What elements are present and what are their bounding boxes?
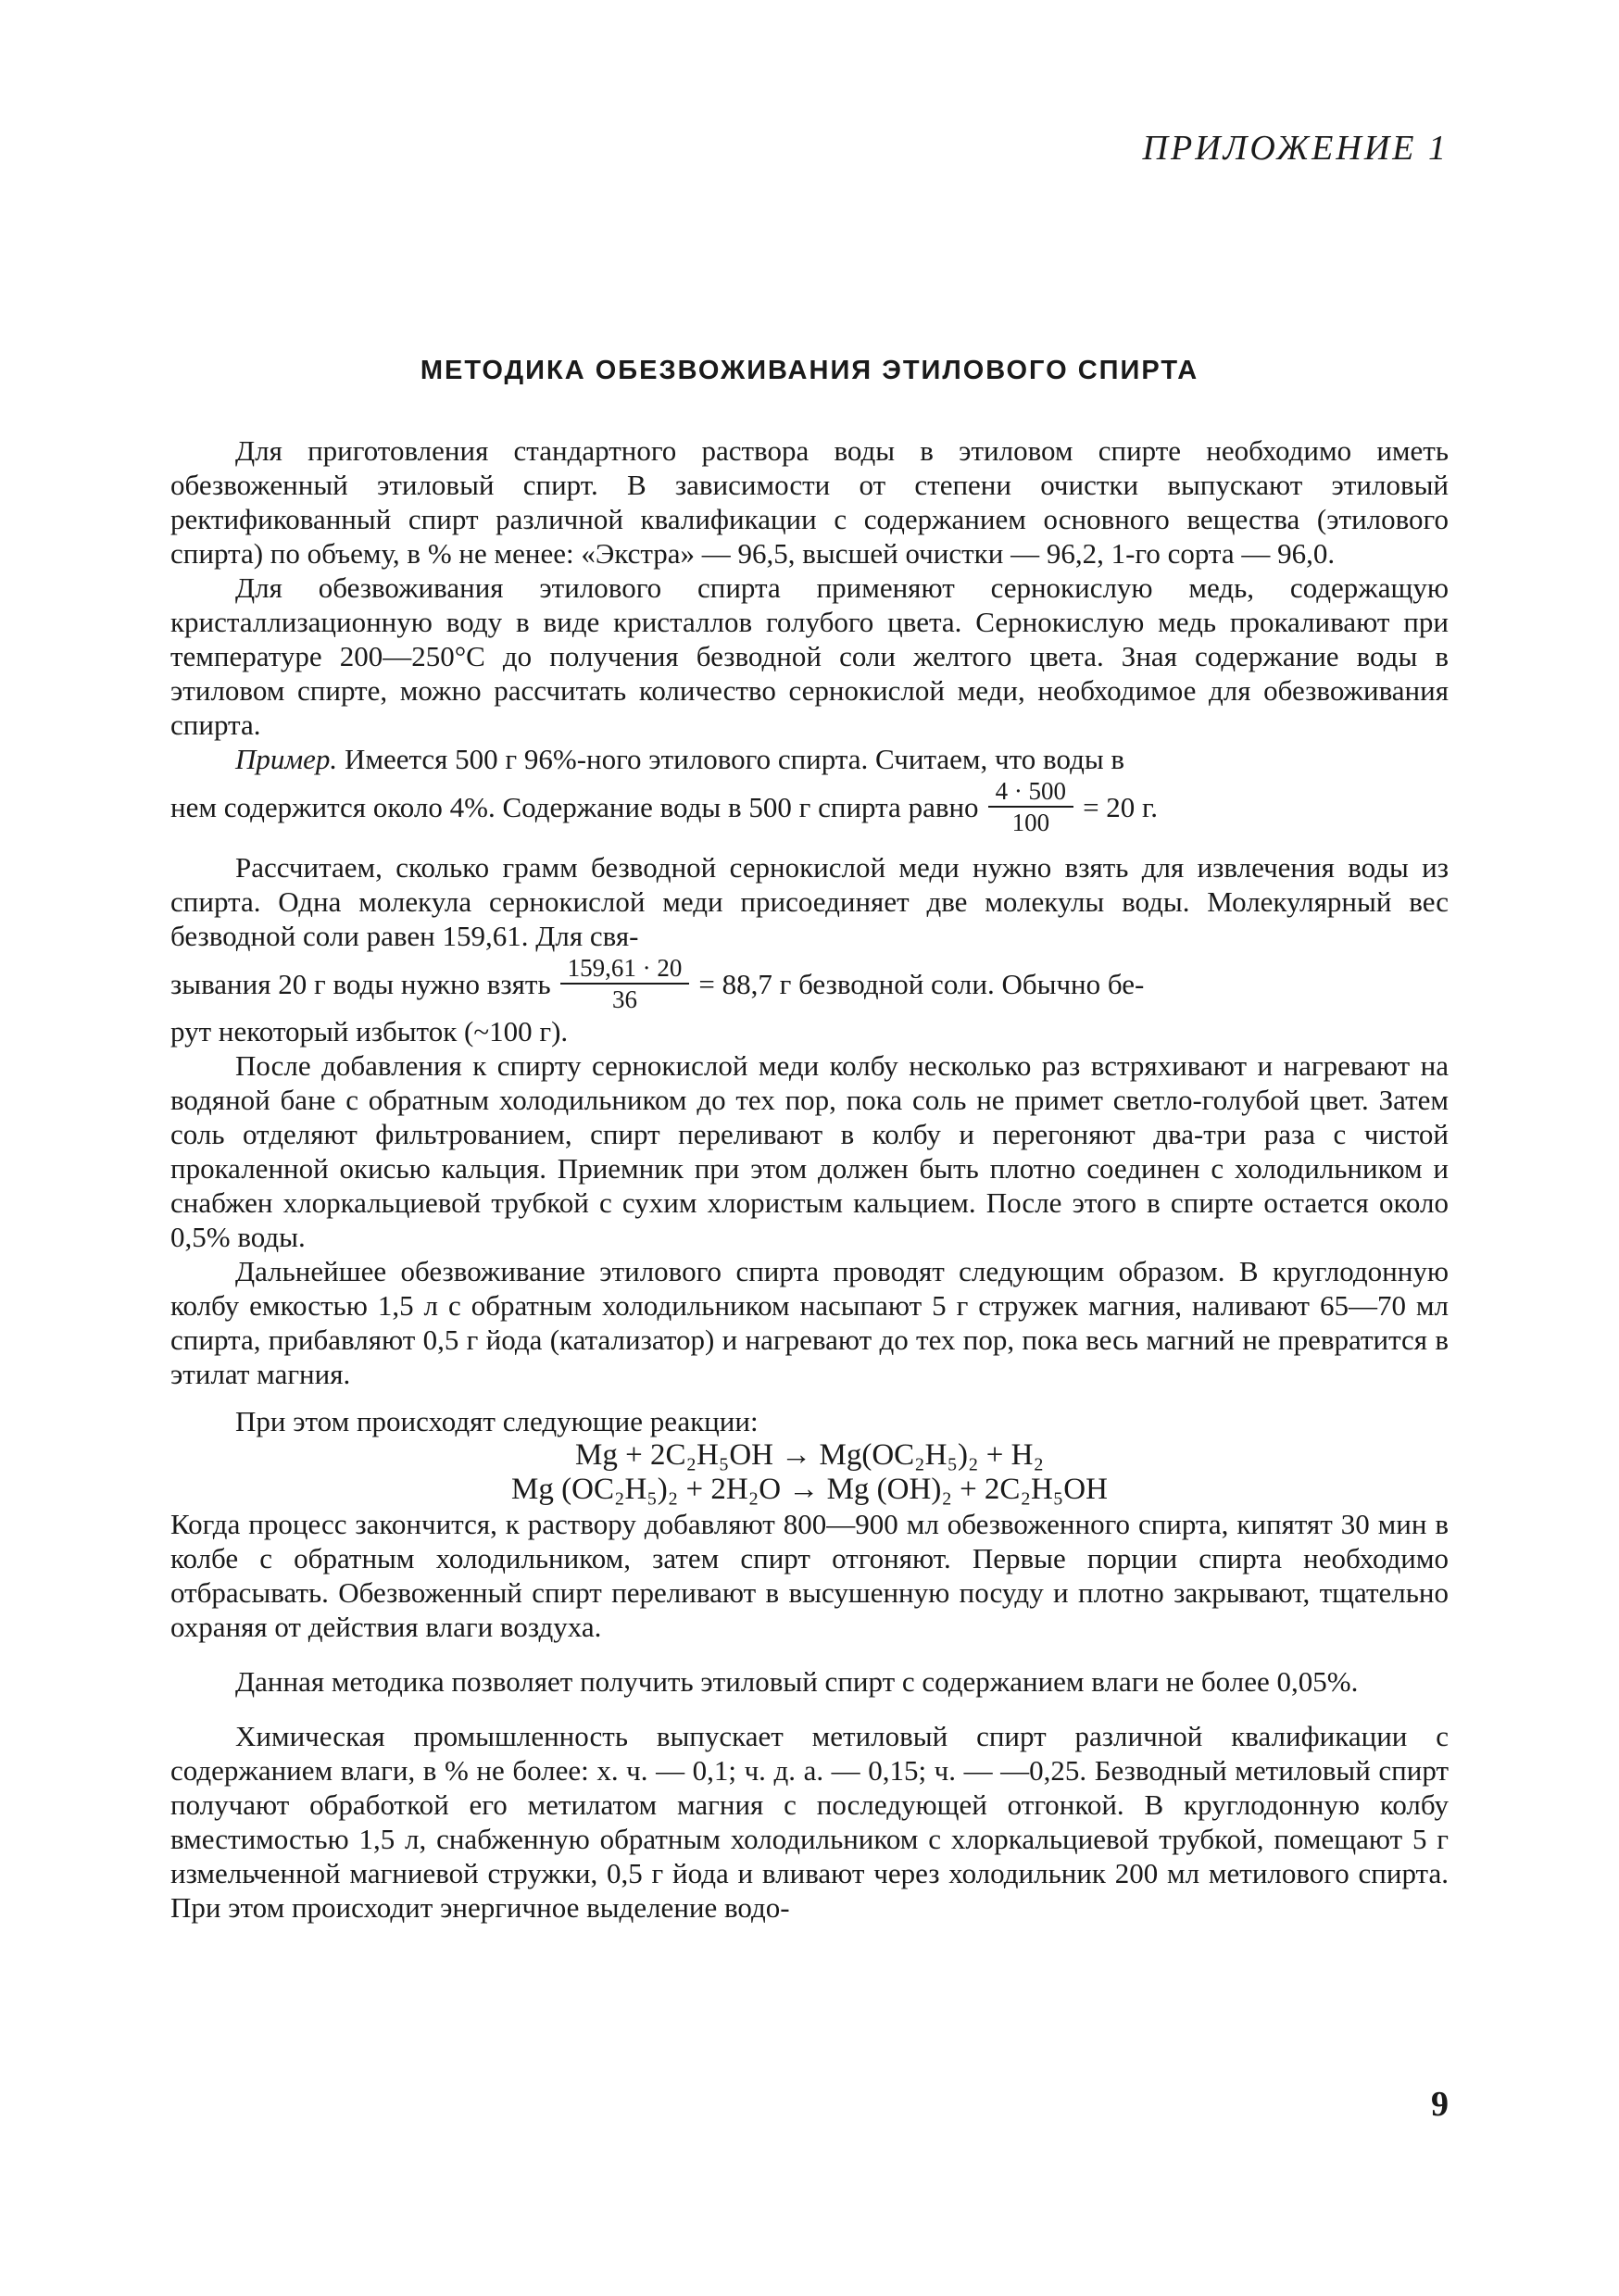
paragraph-methanol: Химическая промышленность выпускает метиловый спирт различной квалификации с содержанием влаги, в % не более: х. ч. — 0,1; ч. д. а. — 0,15; ч. — —0,25. Безводный метиловый спирт получают обработкой его метилатом магния с последующей отгонкой. В круглодонную колбу вместимостью 1,5 л, снабженную обратным холодильником с хлоркальциевой трубкой, помещают 5 г измельченной магниевой стружки, 0,5 г йода и вливают через холодильник 200 мл метилового спирта. При этом происходит энергичное выделение водо- (170, 1720, 1449, 1924)
copper-calculation-line (170, 953, 1449, 1014)
copper-calc-text: зывания 20 г воды нужно взять (170, 967, 551, 1000)
paragraph-method-result: Данная методика позволяет получить этиловый спирт с содержанием влаги не более 0,05%. (235, 1665, 1359, 1698)
water-fraction-denominator: 100 (1011, 809, 1050, 836)
water-fraction (988, 776, 1074, 837)
copper-fraction-denominator: 36 (612, 985, 637, 1013)
example-calculation-line (170, 776, 1449, 837)
copper-fraction-result: = 88,7 г безводной соли. Обычно бе- (698, 967, 1145, 1000)
page-number: 9 (1431, 2085, 1449, 2124)
water-fraction-result: = 20 г. (1083, 790, 1159, 823)
paragraph-process-end: Когда процесс закончится, к раствору добавляют 800—900 мл обезвоженного спирта, кипятят 30 мин в колбе с обратным холодильником, затем спирт отгоняют. Первые порции спирта необходимо отбрасывать. Обезвоженный спирт переливают в высушенную посуду и плотно закрывают, тщательно охраняя от действия влаги воздуха. (170, 1508, 1449, 1643)
example-label: Пример. (235, 743, 338, 775)
paragraph-1: Для приготовления стандартного раствора воды в этиловом спирте необходимо иметь обезвоженный этиловый спирт. В зависимости от степени очистки выпускают этиловый ректификованный спирт различной квалификации с содержанием основного вещества (этилового спирта) по объему, в % не менее: «Экстра» — 96,5, высшей очистки — 96,2, 1-го сорта — 96,0. (170, 434, 1449, 570)
water-fraction-numerator: 4 · 500 (988, 776, 1074, 808)
copper-fraction-numerator: 159,61 · 20 (560, 953, 690, 985)
paragraph-2: Для обезвоживания этилового спирта применяют сернокислую медь, содержащую кристаллизационную воду в виде кристаллов голубого цвета. Сернокислую медь прокаливают при температуре 200—250°С до получения безводной соли желтого цвета. Зная содержание воды в этиловом спирте, можно рассчитать количество сернокислой меди, необходимое для обезвоживания спирта. (170, 571, 1449, 741)
paragraph-example (170, 742, 1449, 776)
document-title: МЕТОДИКА ОБЕЗВОЖИВАНИЯ ЭТИЛОВОГО СПИРТА (420, 356, 1199, 385)
reaction-equation-2: Mg (OC₂H₅)₂ + 2H₂O → Mg (OH)₂ + 2C₂H₅OH (511, 1473, 1108, 1506)
paragraph-magnesium: Дальнейшее обезвоживание этилового спирта проводят следующим образом. В круглодонную колбу емкостью 1,5 л с обратным холодильником насыпают 5 г стружек магния, наливают 65—70 мл спирта, прибавляют 0,5 г йода (катализатор) и нагревают до тех пор, пока весь магний не превратится в этилат магния. (170, 1255, 1449, 1390)
example-text: Имеется 500 г 96%-ного этилового спирта. Считаем, что воды в (344, 743, 1125, 775)
appendix-heading: ПРИЛОЖЕНИЕ 1 (1142, 129, 1449, 168)
example-calc-text: нем содержится около 4%. Содержание воды в 500 г спирта равно (170, 790, 979, 823)
reaction-equation-1: Mg + 2C₂H₅OH → Mg(OC₂H₅)₂ + H₂ (575, 1438, 1044, 1472)
document-body (170, 433, 1449, 1925)
paragraph-distillation: После добавления к спирту сернокислой меди колбу несколько раз встряхивают и нагревают на водяной бане с обратным холодильником до тех пор, пока соль не примет светло-голубой цвет. Затем соль отделяют фильтрованием, спирт переливают в колбу и перегоняют два-три раза с чистой прокаленной окисью кальция. Приемник при этом должен быть плотно соединен с холодильником и снабжен хлоркальциевой трубкой с сухим хлористым кальцием. После этого в спирте остается около 0,5% воды. (170, 1049, 1449, 1253)
paragraph-reactions-intro: При этом происходят следующие реакции: (235, 1405, 759, 1437)
paragraph-calculation: Рассчитаем, сколько грамм безводной сернокислой меди нужно взять для извлечения воды из спирта. Одна молекула сернокислой меди присоединяет две молекулы воды. Молекулярный вес безводной соли равен 159,61. Для свя- (170, 851, 1449, 952)
paragraph-excess: рут некоторый избыток (~100 г). (170, 1015, 569, 1048)
copper-fraction (560, 953, 690, 1014)
